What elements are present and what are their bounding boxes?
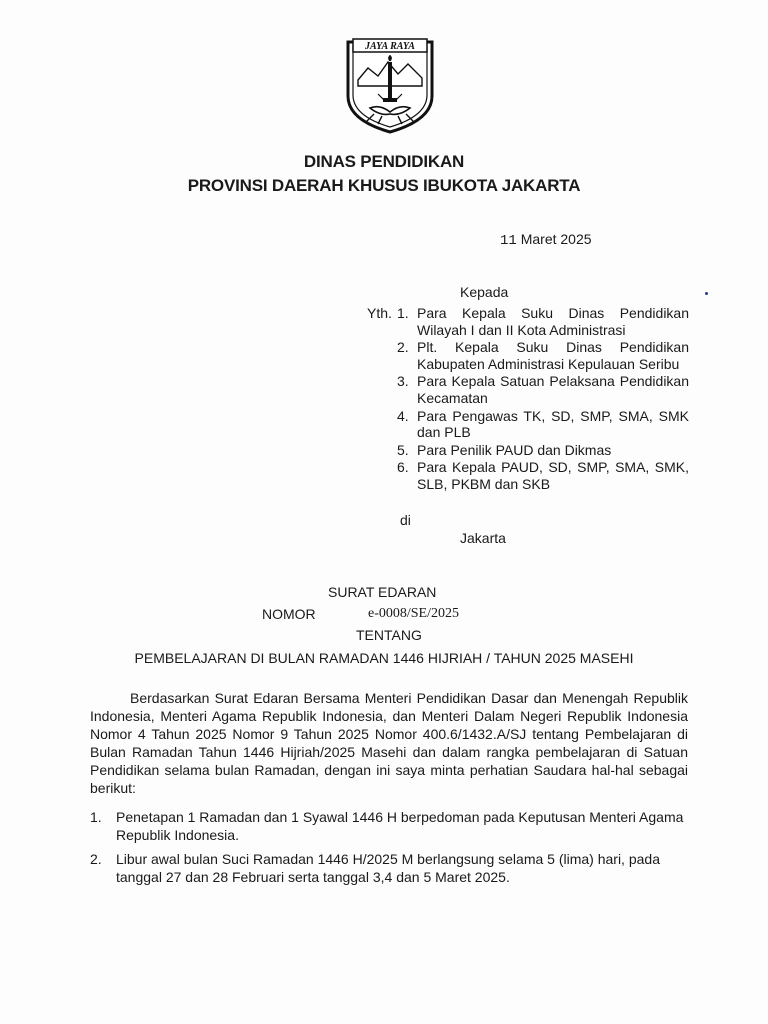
di-label: di <box>400 512 411 528</box>
recipient-place: Jakarta <box>460 530 506 546</box>
ink-mark <box>705 292 708 295</box>
recipient-item <box>397 339 689 372</box>
recipient-number: 2. <box>397 339 409 356</box>
point-text: Penetapan 1 Ramadan dan 1 Syawal 1446 H berpedoman pada Keputusan Menteri Agama Republik Indonesia. <box>116 809 684 843</box>
list-item <box>90 850 688 886</box>
recipient-list <box>397 305 689 494</box>
recipient-item <box>397 408 689 441</box>
kepada-label: Kepada <box>460 284 509 300</box>
jakarta-emblem-icon <box>344 34 436 134</box>
recipient-text: Para Kepala Suku Dinas Pendidikan Wilayah I dan II Kota Administrasi <box>417 305 689 338</box>
recipient-text: Plt. Kepala Suku Dinas Pendidikan Kabupaten Administrasi Kepulauan Seribu <box>417 339 689 372</box>
recipient-number: 4. <box>397 407 409 424</box>
emblem-motto: JAYA RAYA <box>365 41 415 52</box>
date-day: 11 <box>500 233 517 249</box>
recipient-text: Para Penilik PAUD dan Dikmas <box>417 441 612 458</box>
recipient-item <box>397 459 689 492</box>
yth-label: Yth. <box>367 305 392 321</box>
nomor-value: e-0008/SE/2025 <box>368 606 459 621</box>
tentang-label: TENTANG <box>356 627 422 643</box>
letter-date <box>500 231 592 249</box>
recipient-number: 3. <box>397 373 409 390</box>
recipient-number: 1. <box>397 305 409 321</box>
point-number: 1. <box>90 809 102 825</box>
recipient-text: Para Kepala Satuan Pelaksana Pendidikan Kecamatan <box>417 373 689 406</box>
letter-subject: PEMBELAJARAN DI BULAN RAMADAN 1446 HIJRIAH / TAHUN 2025 MASEHI <box>134 650 634 666</box>
recipient-text: Para Pengawas TK, SD, SMP, SMA, SMK dan PLB <box>417 407 689 441</box>
date-month-year: Maret 2025 <box>520 231 592 247</box>
recipient-item <box>397 442 689 459</box>
list-item <box>90 808 688 844</box>
nomor-label: NOMOR <box>262 606 316 622</box>
body-paragraph: Berdasarkan Surat Edaran Bersama Menteri Pendidikan Dasar dan Menengah Republik Indonesia, Menteri Agama Republik Indonesia, dan Menteri Dalam Negeri Republik Indonesia Nomor 4 Tahun 2025 Nomor 9 Tahun 2025 Nomor 400.6/1432.A/SJ tentang Pembelajaran di Bulan Ramadan Tahun 1446 Hijriah/2025 Masehi dan dalam rangka pembelajaran di Satuan Pendidikan selama bulan Ramadan, dengan ini saya minta perhatian Saudara hal-hal sebagai berikut: <box>90 690 688 796</box>
recipient-number: 6. <box>397 459 409 476</box>
recipient-item <box>397 305 689 338</box>
recipient-item <box>397 373 689 406</box>
agency-name: DINAS PENDIDIKAN <box>303 152 465 171</box>
point-text: Libur awal bulan Suci Ramadan 1446 H/2025 M berlangsung selama 5 (lima) hari, pada tanggal 27 dan 28 Februari serta tanggal 3,4 dan 5 Maret 2025. <box>116 851 660 885</box>
letter-title: SURAT EDARAN <box>328 584 437 600</box>
points-list <box>90 808 688 892</box>
point-number: 2. <box>90 851 102 867</box>
recipient-number: 5. <box>397 441 409 458</box>
recipient-text: Para Kepala PAUD, SD, SMP, SMA, SMK, SLB, PKBM dan SKB <box>417 459 689 492</box>
province-name: PROVINSI DAERAH KHUSUS IBUKOTA JAKARTA <box>187 176 581 195</box>
